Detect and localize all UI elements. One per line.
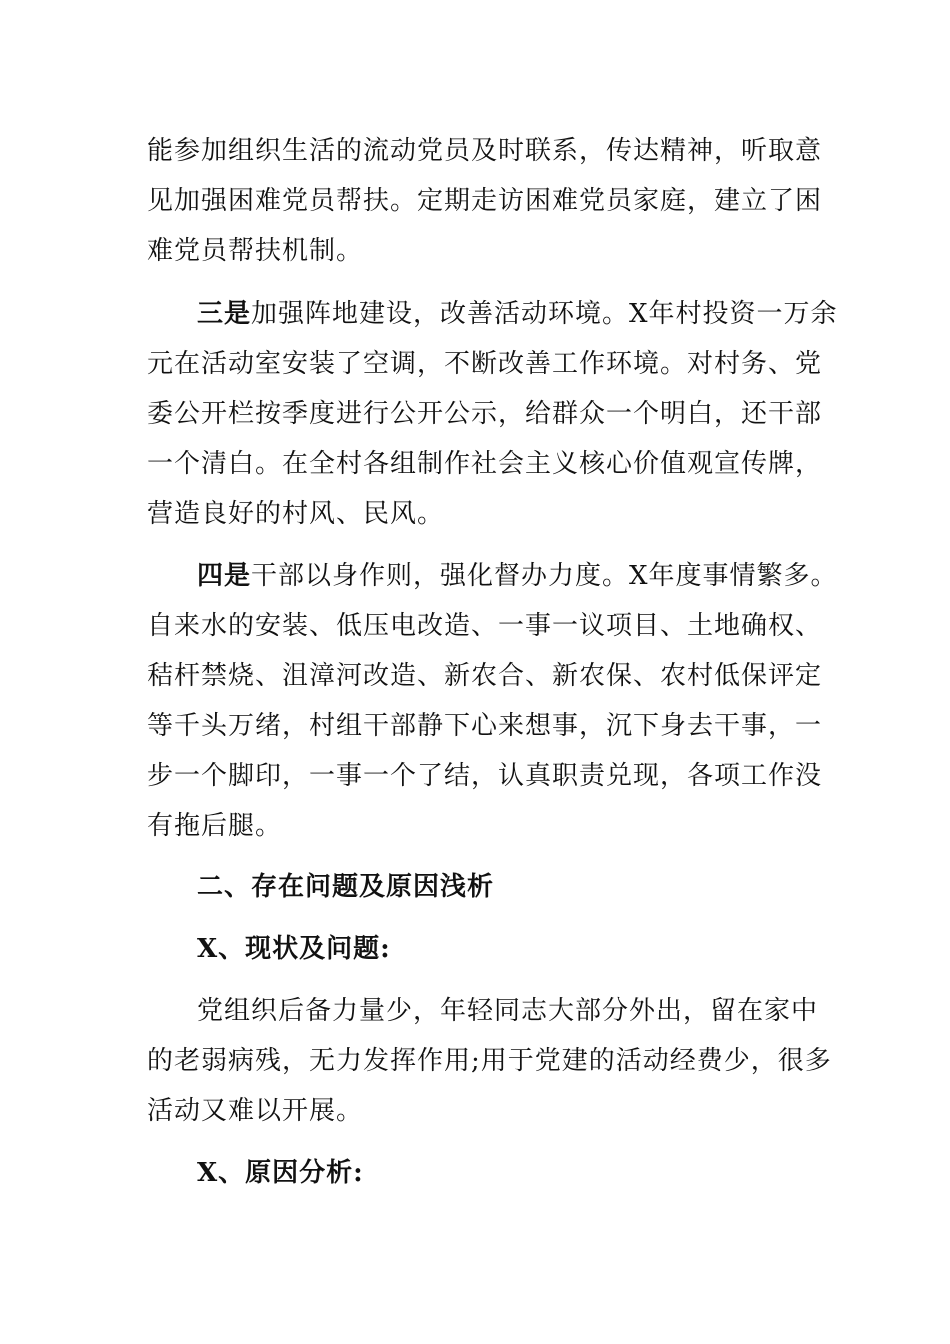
- paragraph-line: 难党员帮扶机制。: [147, 236, 364, 266]
- paragraph-line: 委公开栏按季度进行公开公示，给群众一个明白，还干部: [147, 399, 823, 429]
- paragraph-text: 加强阵地建设，改善活动环境。X年村投资一万余: [251, 299, 838, 329]
- paragraph-first-line: 党组织后备力量少，年轻同志大部分外出，留在家中: [197, 996, 819, 1026]
- paragraph-line: 秸杆禁烧、沮漳河改造、新农合、新农保、农村低保评定: [147, 661, 823, 691]
- paragraph-line: 营造良好的村风、民风。: [147, 499, 445, 529]
- paragraph-first-line: [197, 297, 838, 331]
- paragraph-lead: 四是: [197, 561, 252, 591]
- subsection-heading: X、原因分析:: [197, 1158, 364, 1188]
- subsection-heading: X、现状及问题:: [197, 934, 391, 964]
- paragraph-line: 能参加组织生活的流动党员及时联系，传达精神，听取意: [147, 136, 823, 166]
- section-heading: 二、存在问题及原因浅析: [197, 872, 495, 902]
- paragraph-line: 自来水的安装、低压电改造、一事一议项目、土地确权、: [147, 611, 823, 641]
- paragraph-lead: 三是: [197, 299, 252, 329]
- paragraph-line: 活动又难以开展。: [147, 1096, 364, 1126]
- paragraph-line: 见加强困难党员帮扶。定期走访困难党员家庭，建立了困: [147, 186, 823, 216]
- paragraph-text: 干部以身作则，强化督办力度。X年度事情繁多。: [251, 561, 838, 591]
- paragraph-first-line: [197, 559, 838, 593]
- paragraph-line: 有拖后腿。: [147, 811, 283, 841]
- paragraph-line: 的老弱病残，无力发挥作用;用于党建的活动经费少，很多: [147, 1046, 832, 1076]
- paragraph-line: 一个清白。在全村各组制作社会主义核心价值观宣传牌，: [147, 449, 823, 479]
- paragraph-line: 元在活动室安装了空调，不断改善工作环境。对村务、党: [147, 349, 823, 379]
- paragraph-line: 等千头万绪，村组干部静下心来想事，沉下身去干事，一: [147, 711, 823, 741]
- paragraph-line: 步一个脚印，一事一个了结，认真职责兑现，各项工作没: [147, 761, 823, 791]
